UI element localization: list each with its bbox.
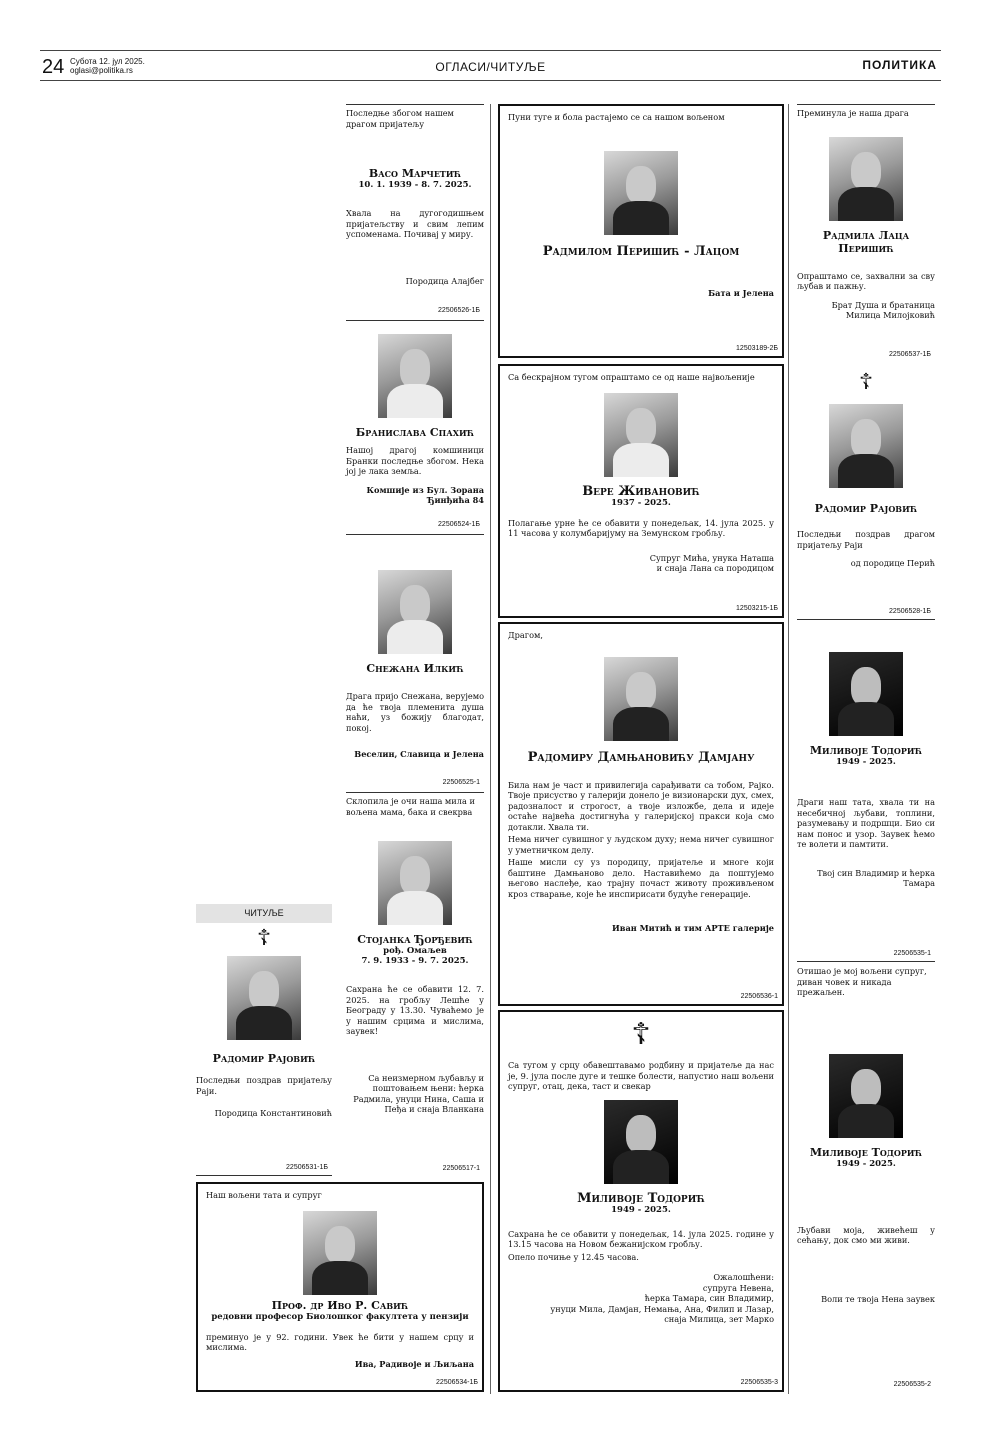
portrait-photo xyxy=(227,956,301,1040)
ad-code: 22506535-2 xyxy=(893,1380,931,1388)
deceased-name: Стојанка Ђорђевић xyxy=(357,933,473,946)
mourner-line: унуци Мила, Дамјан, Немања, Ана, Филип и Лазар, xyxy=(550,1303,774,1314)
obituary-vaso xyxy=(346,104,484,318)
notice-signature: Бата и Јелена xyxy=(708,287,774,298)
deceased-name: Радмилом Перишић - Лацом xyxy=(542,243,740,259)
ad-code: 12503215-1Б xyxy=(736,604,778,612)
notice-signature: Комшије из Бул. Зорана Ђинђића 84 xyxy=(366,484,484,505)
notice-text: Нашој драгој комшиници Бранки последње збогом. Нека јој је лака земља. xyxy=(346,445,484,476)
ad-code: 22506524-1Б xyxy=(438,520,480,528)
deceased-dates: 1949 - 2025. xyxy=(611,1204,671,1215)
newspaper-logo: ПОЛИТИКА xyxy=(862,58,937,72)
notice-text: Драга пријо Снежана, верујемо да ће твоја племенита душа наћи, уз божију благодат, покој. xyxy=(346,691,484,733)
obituary-snezana xyxy=(346,534,484,790)
notice-text: Сахрана ће се обавити 12. 7. 2025. на гробљу Лешће у Београду у 13.30. Чуваћемо је у нашим срцима и мислима, заувек! xyxy=(346,984,484,1036)
notice-intro: Драгом, xyxy=(508,630,543,640)
deceased-dates: 7. 9. 1933 - 9. 7. 2025. xyxy=(361,956,469,966)
notice-text: Љубави моја, живећеш у сећању, док смо ми живи. xyxy=(797,1224,935,1245)
deceased-title: редовни професор Биолошког факултета у пензији xyxy=(211,1311,469,1322)
deceased-dates: 10. 1. 1939 - 8. 7. 2025. xyxy=(358,180,472,190)
portrait-photo xyxy=(829,137,903,221)
notice-text: Опраштамо се, захвални за сву љубав и пажњу. xyxy=(797,270,935,291)
notice-signature: Веселин, Славица и Јелена xyxy=(354,749,484,759)
header-date: Субота 12. јул 2025. xyxy=(70,57,145,66)
notice-signature: Иван Митић и тим АРТЕ галерије xyxy=(612,923,774,933)
orthodox-cross-icon: ☦ xyxy=(858,370,874,395)
deceased-name: Васо Марчетић xyxy=(368,167,462,180)
column-rule xyxy=(788,104,789,1394)
ad-code: 12503189-2Б xyxy=(736,344,778,352)
obituary-radomir-damjanovic xyxy=(498,622,784,1006)
portrait-photo xyxy=(604,657,678,741)
notice-paragraph-2: Нема ничег сувишног у људском духу; нема ничег сувишног у уметничком делу. xyxy=(508,834,774,855)
notice-signature: Брат Душа и братаница Милица Милојковић xyxy=(831,299,935,320)
deceased-name: Радмила Лаца Перишић xyxy=(822,228,910,255)
mourner-line: снаја Милица, зет Марко xyxy=(664,1314,774,1324)
notice-intro: Отишао је мој вољени супруг, диван човек и никада прежаљен. xyxy=(797,966,927,997)
notice-text: преминуо је у 92. години. Увек ће бити у нашем срцу и мислима. xyxy=(206,1331,474,1352)
ad-code: 22506531-1Б xyxy=(286,1163,328,1171)
obituary-radomir-right xyxy=(797,364,935,620)
obituary-radmila-box xyxy=(498,104,784,358)
deceased-dates: 1937 - 2025. xyxy=(611,497,671,508)
deceased-name: Радомиру Дамњановићу Дамјану xyxy=(527,749,755,765)
obituary-vera xyxy=(498,364,784,618)
obituary-milivoje-right-2 xyxy=(797,966,935,1392)
deceased-name: Проф. др Иво Р. Савић xyxy=(271,1298,409,1312)
notice-intro: Последње збогом нашем драгом пријатељу xyxy=(346,108,454,129)
ad-code: 22506535-1 xyxy=(893,949,931,957)
notice-text: Драги наш тата, хвала ти на несебичној љубави, топлини, разумевању и подршци. Био си нам понос и узор. Заувек ћемо те волети и памтити. xyxy=(797,797,935,849)
ad-code: 22506525-1 xyxy=(442,778,480,786)
portrait-photo xyxy=(829,1054,903,1138)
notice-intro: Наш вољени тата и супруг xyxy=(206,1190,322,1200)
header-top-rule xyxy=(40,50,941,51)
notice-signature: Твој син Владимир и ћерка Тамара xyxy=(817,867,935,888)
notice-text: Последњи поздрав пријатељу Раји. xyxy=(196,1075,332,1096)
obituary-milivoje-main xyxy=(498,1010,784,1392)
deceased-name: Радомир Рајовић xyxy=(814,502,918,515)
ad-code: 22506537-1Б xyxy=(889,350,931,358)
deceased-name: Вере Живановић xyxy=(582,483,700,499)
obituary-radomir-left xyxy=(196,926,332,1176)
deceased-dates: 1949 - 2025. xyxy=(836,757,896,767)
notice-text: Полагање урне ће се обавити у понедељак, 14. јула 2025. у 11 часова у колумбаријуму на Земунском гробљу. xyxy=(508,517,774,538)
portrait-photo xyxy=(829,652,903,736)
mourner-line: ћерка Тамара, син Владимир, xyxy=(644,1293,774,1303)
obituary-branislava xyxy=(346,320,484,532)
notice-signature: Породица Константиновић xyxy=(214,1108,332,1118)
portrait-photo xyxy=(378,570,452,654)
deceased-name: Миливоје Тодорић xyxy=(577,1190,705,1206)
notice-signature-1: Супруг Мића, унука Наташа xyxy=(649,552,774,563)
notice-text: Хвала на дугогодишњем пријатељству и свим лепим успоменама. Почивај у миру. xyxy=(346,208,484,239)
header-email[interactable]: oglasi@politika.rs xyxy=(70,66,133,75)
header-bottom-rule xyxy=(40,80,941,81)
portrait-photo xyxy=(303,1211,377,1295)
service-info: Опело почиње у 12.45 часова. xyxy=(508,1251,639,1262)
mourner-line: супруга Невена, xyxy=(702,1282,774,1293)
portrait-photo xyxy=(378,841,452,925)
ad-code: 22506526-1Б xyxy=(438,306,480,314)
column-rule xyxy=(490,104,491,1394)
notice-text: Последњи поздрав драгом пријатељу Раји xyxy=(797,529,935,550)
portrait-photo xyxy=(604,393,678,477)
ad-code: 22506536-1 xyxy=(740,992,778,1000)
notice-paragraph-1: Била нам је част и привилегија сарађивати са тобом, Рајко. Твоје присуство у галерији донело је визионарски дух, смех, радозналост и строгост, а твоје изложбе, дела и идеје остаће највећа достигнућа у галеријској пракси која смо дотакли. Хвала ти. xyxy=(508,779,774,832)
deceased-name: Миливоје Тодорић xyxy=(809,744,923,757)
notice-signature: Породица Алајбег xyxy=(405,275,484,286)
deceased-dates: 1949 - 2025. xyxy=(836,1158,896,1169)
obituary-stojanka xyxy=(346,792,484,1176)
notice-text: Са тугом у срцу обавештавамо родбину и пријатеље да нас је, 9. јула после дуге и тешке болести, напустио наш вољени супруг, отац, дека, таст и свекар xyxy=(508,1060,774,1091)
notice-signature-2: и снаја Лана са породицом xyxy=(656,563,774,573)
deceased-name: Снежана Илкић xyxy=(366,662,464,675)
deceased-name: Миливоје Тодорић xyxy=(809,1145,923,1159)
ad-code: 22506535-3 xyxy=(740,1378,778,1386)
obituary-radmila-right xyxy=(797,104,935,362)
deceased-birth-name: рођ. Омаљев xyxy=(383,946,447,956)
notice-signature: од породице Перић xyxy=(850,558,935,568)
portrait-photo xyxy=(829,404,903,488)
portrait-photo xyxy=(604,151,678,235)
deceased-name: Бранислава Спахић xyxy=(355,426,475,439)
deceased-name: Радомир Рајовић xyxy=(212,1052,316,1065)
obituary-ivo xyxy=(196,1182,484,1392)
ad-code: 22506517-1 xyxy=(442,1164,480,1172)
ad-code: 22506528-1Б xyxy=(889,607,931,615)
notice-intro: Пуни туге и бола растајемо се са нашом вољеном xyxy=(508,112,725,122)
notice-signature: Са неизмерном љубављу и поштовањем њени: ћерка Радмила, унуци Нина, Саша и Пеђа и снаја Вланканa xyxy=(353,1072,484,1114)
notice-signature: Воли те твоја Нена заувек xyxy=(821,1293,935,1304)
funeral-info: Сахрана ће се обавити у понедељак, 14. јула 2025. године у 13.15 часова на Новом бежанијском гробљу. xyxy=(508,1228,774,1249)
orthodox-cross-icon: ☦ xyxy=(256,926,272,951)
notice-intro: Склопила је очи наша мила и вољена мама, бака и свекрва xyxy=(346,796,475,817)
ad-code: 22506534-1Б xyxy=(436,1378,478,1386)
section-title: ОГЛАСИ/ЧИТУЉЕ xyxy=(435,60,546,74)
mourners-list xyxy=(508,1272,774,1325)
notice-paragraph-3: Наше мисли су уз породицу, пријатеље и многе који баштине Дамњаново дело. Наставићемо да поштујемо његово наслеђе, као трајну почаст животу проживљеном кроз стварање, које ће инспирисати будуће генерације. xyxy=(508,857,774,899)
notice-signature: Ива, Радивоје и Љиљана xyxy=(354,1358,474,1369)
page-number: 24 xyxy=(42,56,65,78)
obituary-milivoje-right-1 xyxy=(797,622,935,962)
notice-intro: Преминула је наша драга xyxy=(797,108,909,118)
portrait-photo xyxy=(604,1100,678,1184)
orthodox-cross-icon: ☦ xyxy=(631,1017,651,1052)
section-label: ЧИТУЉЕ xyxy=(196,904,332,923)
portrait-photo xyxy=(378,334,452,418)
mourner-line: Ожалошћени: xyxy=(713,1272,774,1282)
notice-intro: Са бескрајном тугом опраштамо се од наше највољеније xyxy=(508,372,755,382)
